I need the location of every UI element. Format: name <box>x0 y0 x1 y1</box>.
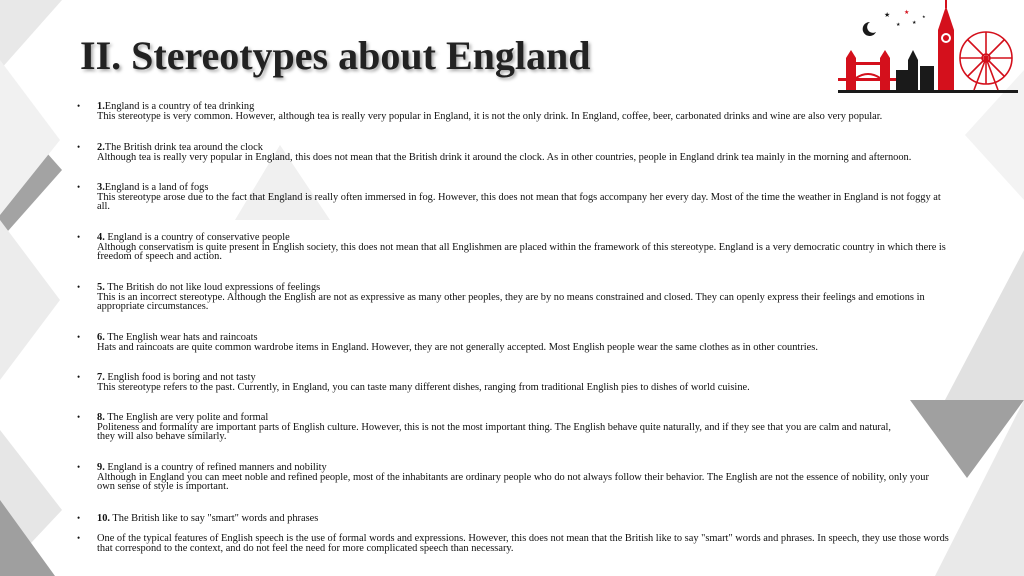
city-buildings-icon <box>896 50 934 90</box>
item-body: This stereotype arose due to the fact that England is really often immersed in fog. However, this does not mean that fogs accompany her every day. Most of the time the weather in England is not foggy at all. <box>97 191 941 213</box>
item-heading: England is a land of fogs <box>104 182 209 193</box>
item-body: Hats and raincoats are quite common wardrobe items in England. However, they are not generally accepted. Most English people wear the same clothes as in other countries. <box>97 341 818 353</box>
item-number: 10. <box>97 513 110 524</box>
bullet-icon: • <box>77 232 81 242</box>
item-body: Although in England you can meet noble and refined people, most of the inhabitants are ordinary people who do not always follow their behavior. The English are not the essence of nobility, only your own sense of style is important. <box>97 471 929 493</box>
bullet-icon: • <box>77 282 81 292</box>
item-body: One of the typical features of English speech is the use of formal words and expressions. However, this does not mean that the British like to say "smart" words and phrases. In speech, they use those words that correspond to the context, and do not feel the need for more complicated speech than necessary. <box>97 533 949 554</box>
bullet-icon: • <box>77 332 81 342</box>
item-heading: England is a country of refined manners and nobility <box>104 462 327 473</box>
item-number: 7. <box>97 372 105 383</box>
item-heading: The British do not like loud expressions of feelings <box>104 282 321 293</box>
item-number: 8. <box>97 412 105 423</box>
star-icon: ★ <box>884 11 891 19</box>
item-body: This stereotype is very common. However, although tea is really very popular in England, it is not the only drink. In England, coffee, beer, carbonated drinks and wine are also very popular. <box>97 110 883 122</box>
item-body: Although tea is really very popular in England, this does not mean that the British drink it around the clock. As in other countries, people in England drink tea mainly in the morning and afternoon. <box>97 151 912 163</box>
item-body: This is an incorrect stereotype. Although the English are not as expressive as many other peoples, they are by no means constrained and closed. They can openly express their feelings and emotions in appropriate circumstances. <box>97 291 925 313</box>
bullet-icon: • <box>77 513 81 523</box>
star-icon: ★ <box>912 21 917 26</box>
bullet-icon: • <box>77 533 81 543</box>
item-number: 5. <box>97 282 105 293</box>
moon-icon <box>863 22 876 36</box>
item-body: Although conservatism is quite present in English society, this does not mean that all Englishmen are placed within the framework of this stereotype. England is a very democratic country in which there is freedom of speech and action. <box>97 241 946 263</box>
london-skyline-illustration <box>838 0 1018 98</box>
item-heading: England is a country of tea drinking <box>104 101 255 112</box>
bg-triangle <box>945 250 1024 400</box>
item-heading: The English wear hats and raincoats <box>104 332 258 343</box>
item-heading: The English are very polite and formal <box>104 412 269 423</box>
item-number: 1. <box>97 101 105 112</box>
bullet-icon: • <box>77 182 81 192</box>
tower-bridge-icon <box>838 50 898 90</box>
item-number: 4. <box>97 232 105 243</box>
bg-triangle <box>0 0 62 70</box>
big-ben-icon <box>938 0 954 90</box>
item-heading: The British like to say "smart" words and phrases <box>110 513 319 524</box>
bullet-icon: • <box>77 462 81 472</box>
bullet-icon: • <box>77 101 81 111</box>
item-number: 3. <box>97 182 105 193</box>
bullet-icon: • <box>77 372 81 382</box>
item-body: Politeness and formality are important parts of English culture. However, this is not the most important thing. The English behave quite naturally, and if they see that you are calm and natural, they will also behave similarly. <box>97 421 891 443</box>
bullet-icon: • <box>77 412 81 422</box>
slide-title: II. Stereotypes about England <box>80 33 591 78</box>
ground-line <box>838 90 1018 93</box>
item-body: This stereotype refers to the past. Currently, in England, you can taste many different dishes, ranging from traditional English pies to dishes of world cuisine. <box>97 381 750 393</box>
item-number: 2. <box>97 142 105 153</box>
item-heading: The British drink tea around the clock <box>104 142 263 153</box>
star-icon: ★ <box>904 10 910 16</box>
item-heading: England is a country of conservative people <box>104 232 290 243</box>
item-heading: English food is boring and not tasty <box>104 372 256 383</box>
bullet-icon: • <box>77 142 81 152</box>
item-number: 6. <box>97 332 105 343</box>
star-icon: ★ <box>922 14 926 19</box>
bg-triangle <box>0 220 60 380</box>
item-number: 9. <box>97 462 105 473</box>
london-eye-icon <box>960 32 1012 90</box>
star-icon: ★ <box>896 23 901 28</box>
